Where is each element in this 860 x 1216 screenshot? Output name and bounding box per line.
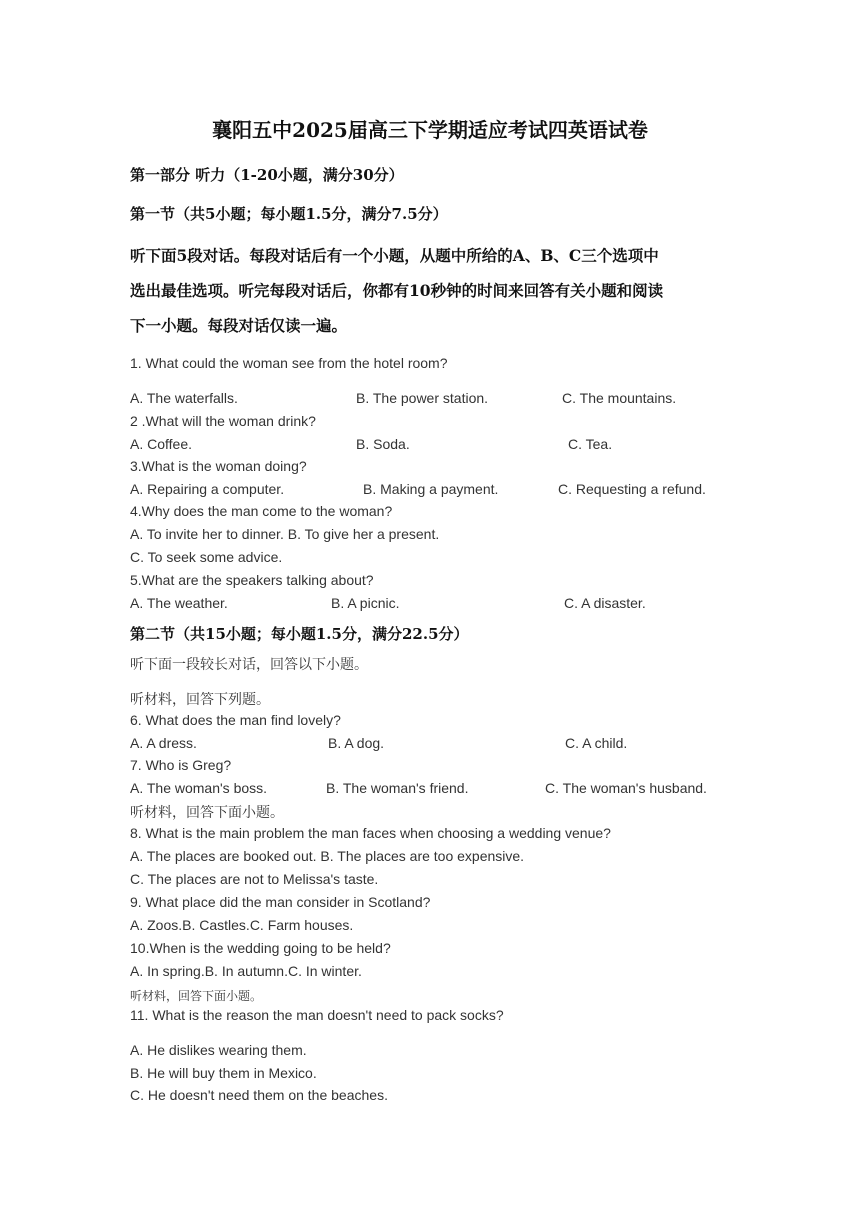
question-1: 1. What could the woman see from the hotel room? [130, 355, 448, 371]
instructions-line-3: 下一小题。每段对话仅读一遍。 [130, 316, 348, 335]
question-8: 8. What is the main problem the man faces when choosing a wedding venue? [130, 825, 611, 841]
q9-options: A. Zoos.B. Castles.C. Farm houses. [130, 917, 354, 933]
section-one-heading: 第一节（共5小题；每小题1.5分，满分7.5分） [130, 205, 448, 223]
q11-option-c: C. He doesn't need them on the beaches. [130, 1087, 388, 1103]
question-10: 10.When is the wedding going to be held? [130, 940, 391, 956]
q6-option-b: B. A dog. [328, 735, 385, 751]
question-2: 2 .What will the woman drink? [130, 413, 316, 429]
q7-option-b: B. The woman's friend. [326, 780, 469, 796]
question-9: 9. What place did the man consider in Scotland? [130, 894, 431, 910]
q3-option-c: C. Requesting a refund. [558, 481, 706, 497]
q2-option-c: C. Tea. [568, 436, 613, 452]
q3-option-a: A. Repairing a computer. [130, 481, 285, 497]
q6-option-a: A. A dress. [130, 735, 197, 751]
q1-option-a: A. The waterfalls. [130, 390, 238, 406]
listen-instruction-1: 听材料，回答下列题。 [130, 691, 270, 707]
q6-option-c: C. A child. [565, 735, 628, 751]
q8-option-c: C. The places are not to Melissa's taste. [130, 871, 379, 887]
question-3: 3.What is the woman doing? [130, 458, 307, 474]
question-6: 6. What does the man find lovely? [130, 712, 341, 728]
question-11: 11. What is the reason the man doesn't need to pack socks? [130, 1007, 504, 1023]
q11-option-a: A. He dislikes wearing them. [130, 1042, 307, 1058]
question-5: 5.What are the speakers talking about? [130, 572, 374, 588]
section-two-heading: 第二节（共15小题；每小题1.5分，满分22.5分） [130, 625, 469, 643]
q5-option-c: C. A disaster. [564, 595, 646, 611]
q7-option-c: C. The woman's husband. [545, 780, 707, 796]
q8-options-a-b: A. The places are booked out. B. The places are too expensive. [130, 848, 525, 864]
q4-option-c: C. To seek some advice. [130, 549, 283, 565]
q1-option-c: C. The mountains. [562, 390, 677, 406]
q2-option-a: A. Coffee. [130, 436, 193, 452]
q7-option-a: A. The woman's boss. [130, 780, 268, 796]
q1-option-b: B. The power station. [356, 390, 489, 406]
q10-options: A. In spring.B. In autumn.C. In winter. [130, 963, 362, 979]
instructions-line-2: 选出最佳选项。听完每段对话后，你都有10秒钟的时间来回答有关小题和阅读 [130, 281, 664, 300]
q3-option-b: B. Making a payment. [363, 481, 499, 497]
q5-option-b: B. A picnic. [331, 595, 400, 611]
page-title: 襄阳五中2025届高三下学期适应考试四英语试卷 [212, 118, 648, 142]
q5-option-a: A. The weather. [130, 595, 228, 611]
question-4: 4.Why does the man come to the woman? [130, 503, 393, 519]
q4-options-a-b: A. To invite her to dinner. B. To give her a present. [130, 526, 440, 542]
q11-option-b: B. He will buy them in Mexico. [130, 1065, 317, 1081]
q2-option-b: B. Soda. [356, 436, 410, 452]
part-one-heading: 第一部分 听力（1-20小题，满分30分） [130, 166, 404, 184]
section-two-intro: 听下面一段较长对话，回答以下小题。 [130, 656, 368, 672]
listen-instruction-3: 听材料，回答下面小题。 [130, 989, 263, 1003]
instructions-line-1: 听下面5段对话。每段对话后有一个小题，从题中所给的A、B、C三个选项中 [130, 246, 659, 265]
question-7: 7. Who is Greg? [130, 757, 232, 773]
listen-instruction-2: 听材料，回答下面小题。 [130, 804, 284, 820]
